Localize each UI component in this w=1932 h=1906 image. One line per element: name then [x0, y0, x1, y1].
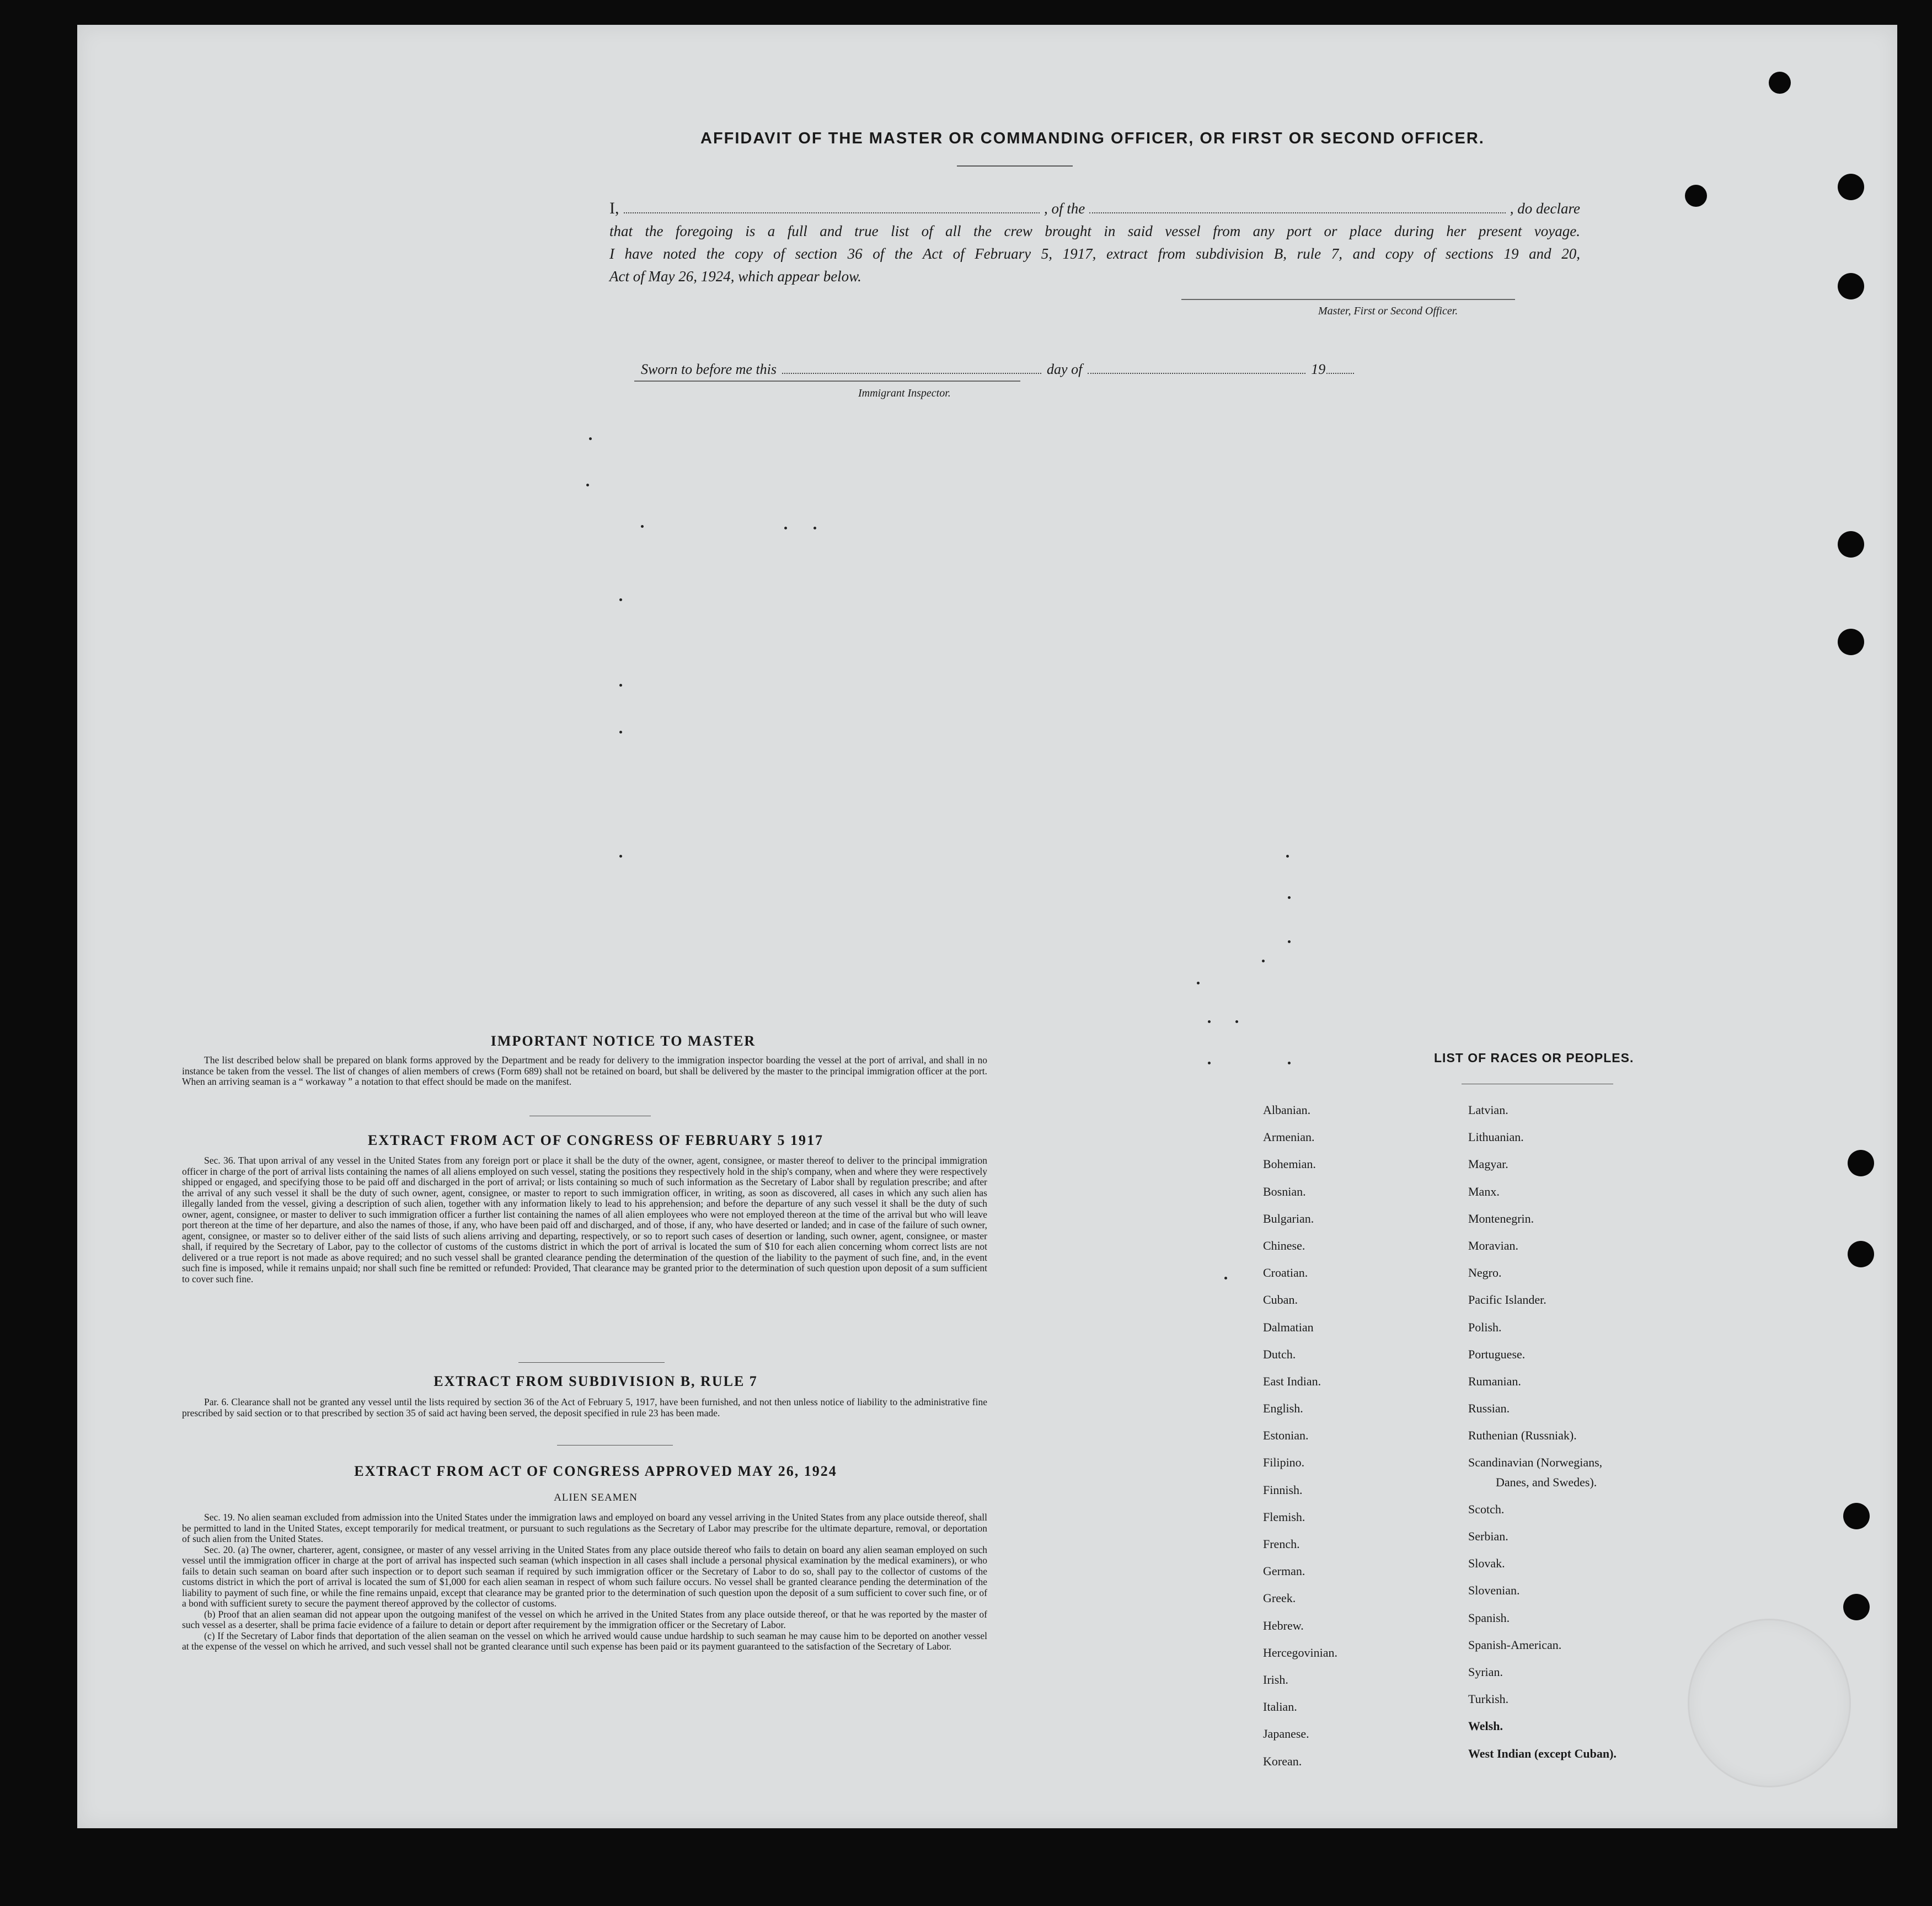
race-item: Estonian. [1263, 1428, 1309, 1443]
master-signature-line[interactable] [1181, 299, 1515, 300]
inspector-signature-label: Immigrant Inspector. [858, 387, 951, 399]
race-item: Filipino. [1263, 1455, 1305, 1470]
race-item: English. [1263, 1401, 1303, 1416]
punch-mark [1685, 185, 1707, 207]
binder-hole [1838, 174, 1864, 200]
race-item: Serbian. [1468, 1529, 1508, 1543]
race-item: Slovenian. [1468, 1583, 1520, 1598]
race-item: Cuban. [1263, 1293, 1298, 1307]
race-item: East Indian. [1263, 1374, 1321, 1388]
binder-hole [1838, 629, 1864, 655]
race-item: West Indian (except Cuban). [1468, 1746, 1617, 1760]
races-right-column [1468, 1103, 1617, 1774]
declaration-of-the: , of the [1044, 200, 1085, 217]
notice-title: IMPORTANT NOTICE TO MASTER [490, 1033, 756, 1049]
officer-name-blank[interactable] [624, 200, 1040, 213]
race-item: Italian. [1263, 1700, 1297, 1714]
race-item: Flemish. [1263, 1509, 1305, 1524]
race-item-continued: Danes, and Swedes). [1496, 1475, 1597, 1489]
bleed-through-speck [1208, 1020, 1211, 1023]
binder-hole [1838, 273, 1864, 299]
title-rule [957, 165, 1073, 167]
extract-1917-title: EXTRACT FROM ACT OF CONGRESS OF FEBRUARY 5 1917 [368, 1132, 823, 1148]
notice-body [182, 1055, 987, 1088]
race-item: Albanian. [1263, 1103, 1311, 1117]
binder-hole [1843, 1594, 1870, 1620]
master-signature-label: Master, First or Second Officer. [1318, 305, 1458, 317]
inspector-signature-line[interactable] [634, 381, 1020, 382]
binder-hole [1848, 1150, 1874, 1176]
sec-20b-paragraph: (b) Proof that an alien seaman did not appear upon the outgoing manifest of the vessel on which he arrived in the United States from any place outside thereof, or that he was reported by the master of such vessel as a deserter, shall be prima facie evidence of a failure to detain or deport after requirement by the immigration officer or the Secretary of Labor. [182, 1608, 987, 1630]
race-item: Armenian. [1263, 1130, 1315, 1144]
sec-20c-paragraph: (c) If the Secretary of Labor finds that deportation of the alien seaman on the vessel on which he arrived would cause undue hardship to such seaman he may cause him to be deported on another vessel at the expense of the vessel on which he arrived, and such vessel shall not be granted clearance until such expense has been paid or its payment guaranteed to the satisfaction of the Secretary of Labor. [182, 1630, 987, 1652]
race-item: Welsh. [1468, 1719, 1503, 1733]
extract-rule7-body [182, 1397, 987, 1418]
bleed-through-speck [1208, 1062, 1211, 1064]
bleed-through-speck [1235, 1020, 1238, 1023]
race-item: Finnish. [1263, 1482, 1303, 1497]
declaration-i: I, [609, 199, 619, 217]
declaration-paragraph [609, 197, 1580, 288]
bleed-through-speck [641, 525, 644, 528]
affidavit-title: AFFIDAVIT OF THE MASTER OR COMMANDING OFFICER, OR FIRST OR SECOND OFFICER. [700, 130, 1485, 147]
bleed-through-speck [1288, 896, 1291, 899]
extract-1917-body [182, 1155, 987, 1284]
race-item: Korean. [1263, 1754, 1302, 1768]
sec-19-paragraph: Sec. 19. No alien seaman excluded from admission into the United States under the immigration laws and employed on board any vessel arriving in the United States from any place outside thereof, shall be permitted to land in the United States, except temporarily for medical treatment, or pursuant to such regulations as the Secretary of Labor may prescribe for the ultimate departure, removal, or deportation of such alien from the United States. [182, 1512, 987, 1544]
vessel-name-blank[interactable] [1089, 200, 1506, 213]
race-item: Croatian. [1263, 1266, 1308, 1280]
race-item: Greek. [1263, 1591, 1296, 1605]
extract-1924-body [182, 1512, 987, 1652]
race-item: Dutch. [1263, 1347, 1296, 1361]
sworn-prefix: Sworn to before me this [641, 361, 777, 377]
race-item: Japanese. [1263, 1727, 1309, 1741]
notice-paragraph: The list described below shall be prepared on blank forms approved by the Department and be ready for delivery to the immigration inspector boarding the vessel at the port of arrival, and shall in no instance be taken from the vessel. The list of changes of alien members of crews (Form 689) shall not be retained on board, but shall be delivered by the master to the principal immigration officer at the port. When an arriving seaman is a “ workaway ” a notation to that effect should be made on the manifest. [182, 1054, 987, 1087]
binder-hole [1843, 1503, 1870, 1529]
bleed-through-speck [814, 527, 816, 529]
sec-20a-paragraph: Sec. 20. (a) The owner, charterer, agent, consignee, or master of any vessel arriving in the United States from any place outside thereof who fails to detain on board any alien seaman employed on such vessel until the immigration officer in charge at the port of arrival has inspected such seaman (which inspection in all cases shall include a personal physical examination by the medical examiners), or who fails to detain such seaman on board after such inspection or to deport such seaman if required by such immigration officer or the Secretary of Labor to do so, shall pay to the collector of customs of the customs district in which the port of arrival is located the sum of $1,000 for each alien seaman in respect of whom such failure occurs. No vessel shall be granted clearance pending the determination of the liability to payment of such fine, or while the fine remains unpaid, except that clearance may be granted prior to the determination of such question upon the deposit of a sum sufficient to cover such fine, or of a bond with sufficient surety to secure the payment thereof approved by the collector of customs. [182, 1544, 987, 1609]
bleed-through-speck [1288, 1062, 1291, 1064]
race-item: Hercegovinian. [1263, 1645, 1337, 1659]
bleed-through-speck [586, 484, 589, 486]
binder-hole [1848, 1241, 1874, 1267]
race-item: Scotch. [1468, 1502, 1505, 1516]
race-item: Russian. [1468, 1401, 1510, 1416]
par-6-paragraph: Par. 6. Clearance shall not be granted any vessel until the lists required by section 36 of the Act of February 5, 1917, have been furnished, and not then unless notice of liability to the administrative fine prescribed by said section or to that prescribed by section 35 of said act having been served, the deposit specified in rule 23 has been made. [182, 1396, 987, 1418]
race-item: Negro. [1468, 1266, 1502, 1280]
race-item: Slovak. [1468, 1556, 1505, 1571]
punch-mark [1769, 72, 1791, 94]
races-left-column [1263, 1103, 1337, 1781]
bleed-through-speck [589, 437, 592, 440]
race-item: Dalmatian [1263, 1320, 1314, 1334]
bleed-through-speck [619, 855, 622, 858]
race-item: Bohemian. [1263, 1157, 1316, 1171]
race-item: German. [1263, 1564, 1305, 1578]
race-item: Syrian. [1468, 1664, 1503, 1679]
race-item: Bulgarian. [1263, 1211, 1314, 1225]
extract-1917-rule [518, 1362, 665, 1363]
sworn-month-blank[interactable] [1088, 362, 1305, 374]
bleed-through-speck [1224, 1277, 1227, 1279]
declaration-line-1 [609, 197, 1580, 220]
race-item: Scandinavian (Norwegians, [1468, 1455, 1603, 1470]
race-item: Montenegrin. [1468, 1211, 1534, 1225]
bleed-through-speck [619, 731, 622, 734]
bleed-through-speck [619, 684, 622, 687]
declaration-line-3: I have noted the copy of section 36 of the Act of February 5, 1917, extract from subdivision B, rule 7, and copy of sections 19 and 20, [609, 245, 1580, 262]
race-item: Spanish-American. [1468, 1637, 1562, 1652]
extract-1924-title: EXTRACT FROM ACT OF CONGRESS APPROVED MAY 26, 1924 [354, 1463, 837, 1479]
sworn-line [641, 361, 1402, 378]
declaration-line-2: that the foregoing is a full and true list of all the crew brought in said vessel from any port or place during her present voyage. [609, 223, 1580, 239]
races-title: LIST OF RACES OR PEOPLES. [1434, 1051, 1634, 1065]
race-item: Moravian. [1468, 1238, 1519, 1252]
sworn-year-blank[interactable] [1326, 362, 1354, 374]
race-item: Ruthenian (Russniak). [1468, 1428, 1577, 1443]
race-item: Pacific Islander. [1468, 1293, 1546, 1307]
bleed-through-speck [1288, 940, 1291, 943]
sworn-year: 19 [1311, 361, 1326, 377]
sworn-day-of: day of [1047, 361, 1083, 377]
bleed-through-speck [1197, 982, 1200, 984]
race-item: French. [1263, 1537, 1300, 1551]
race-item: Spanish. [1468, 1610, 1510, 1625]
race-item: Turkish. [1468, 1692, 1509, 1706]
sworn-day-blank[interactable] [782, 362, 1041, 374]
declaration-do-declare: , do declare [1510, 200, 1580, 217]
document-page [77, 25, 1897, 1828]
race-item: Magyar. [1468, 1157, 1508, 1171]
race-item: Bosnian. [1263, 1184, 1306, 1198]
extract-1924-subtitle: ALIEN SEAMEN [554, 1492, 638, 1503]
bleed-through-speck [1286, 855, 1289, 858]
sec-36-paragraph: Sec. 36. That upon arrival of any vessel in the United States from any foreign port or place it shall be the duty of the owner, agent, consignee, or master thereof to deliver to the principal immigration officer in charge of the port of arrival lists containing the names of all aliens employed on such vessel, stating the positions they respectively hold in the ship's company, when and where they were respectively shipped or engaged, and specifying those to be paid off and discharged in the port of arrival; or lists containing so much of such information as the Secretary of Labor shall by regulation prescribe; and after the arrival of any such vessel it shall be the duty of such owner, agent, consignee, or master to report to such immigration officer, in writing, as soon as discovered, all cases in which any such alien has illegally landed from the vessel, giving a description of such alien, together with any information likely to lead to his apprehension; and before the departure of any such vessel it shall be the duty of such owner, agent, consignee, or master to deliver to such immigration officer a further list containing the names of all alien employees who were not employed thereon at the time of the arrival but who will leave port thereon at the time of her departure, and also the names of those, if any, who have been paid off and discharged, and of those, if any, who have deserted or landed; and in case of the failure of such owner, agent, consignee, or master so to deliver either of the said lists of such aliens arriving and departing, respectively, or so to report such cases of desertion or landing, such owner, agent, consignee, or master shall, if required by the Secretary of Labor, pay to the collector of customs of the customs district in which the port of arrival is located the sum of $10 for each alien concerning whom correct lists are not delivered or a true report is not made as above required; and no such vessel shall be granted clearance pending the determination of the question of the liability to the payment of such fine, and, in the event such fine is imposed, while it remains unpaid; nor shall such fine be remitted or refunded: Provided, That clearance may be granted prior to the determination of such question upon deposit of a sum sufficient to cover such fine. [182, 1155, 987, 1284]
embossed-seal [1688, 1619, 1851, 1787]
declaration-line-4: Act of May 26, 1924, which appear below. [609, 268, 861, 285]
race-item: Irish. [1263, 1672, 1288, 1687]
race-item: Lithuanian. [1468, 1130, 1524, 1144]
race-item: Portuguese. [1468, 1347, 1526, 1361]
extract-rule7-title: EXTRACT FROM SUBDIVISION B, RULE 7 [434, 1373, 758, 1389]
race-item: Manx. [1468, 1184, 1500, 1198]
race-item: Latvian. [1468, 1103, 1508, 1117]
bleed-through-speck [1262, 960, 1265, 962]
race-item: Polish. [1468, 1320, 1502, 1334]
race-item: Chinese. [1263, 1238, 1305, 1252]
binder-hole [1838, 531, 1864, 558]
race-item: Rumanian. [1468, 1374, 1521, 1388]
bleed-through-speck [619, 598, 622, 601]
race-item: Hebrew. [1263, 1618, 1304, 1632]
bleed-through-speck [784, 527, 787, 529]
